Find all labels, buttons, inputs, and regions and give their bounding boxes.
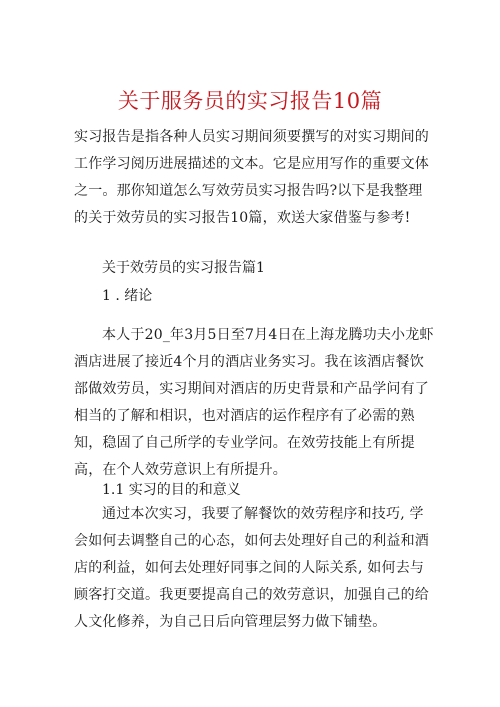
subsection-1-1-paragraph: 通过本次实习，我要了解餐饮的效劳程序和技巧, 学会如何去调整自己的心态，如何去处理好自己的利益和酒店的利益，如何去处理好同事之间的人际关系, 如何去与顾客打交道。我更要提高自己的效劳意识，加强自己的给人文化修养，为自己日后向管理层努力做下铺垫。 [74,506,429,630]
report-heading: 关于效劳员的实习报告篇1 [102,260,265,276]
intro-paragraph: 实习报告是指各种人员实习期间须要撰写的对实习期间的工作学习阅历进展描述的文本。它是应用写作的重要文体之一。那你知道怎么写效劳员实习报告吗?以下是我整理的关于效劳员的实习报告10篇，欢送大家借鉴与参考! [74,129,429,226]
section-1-heading: 1 . 绪论 [102,288,153,304]
document-title: 关于服务员的实习报告10篇 [117,89,383,113]
subsection-1-1-heading: 1.1 实习的目的和意义 [102,482,241,498]
section-1-paragraph: 本人于20_年3月5日至7月4日在上海龙腾功夫小龙虾酒店进展了接近4个月的酒店业务实习。我在该酒店餐饮部做效劳员，实习期间对酒店的历史背景和产品学问有了相当的了解和相识，也对酒店的运作程序有了必需的熟知，稳固了自己所学的专业学问。在效劳技能上有所提高，在个人效劳意识上有所提升。 [74,327,434,478]
